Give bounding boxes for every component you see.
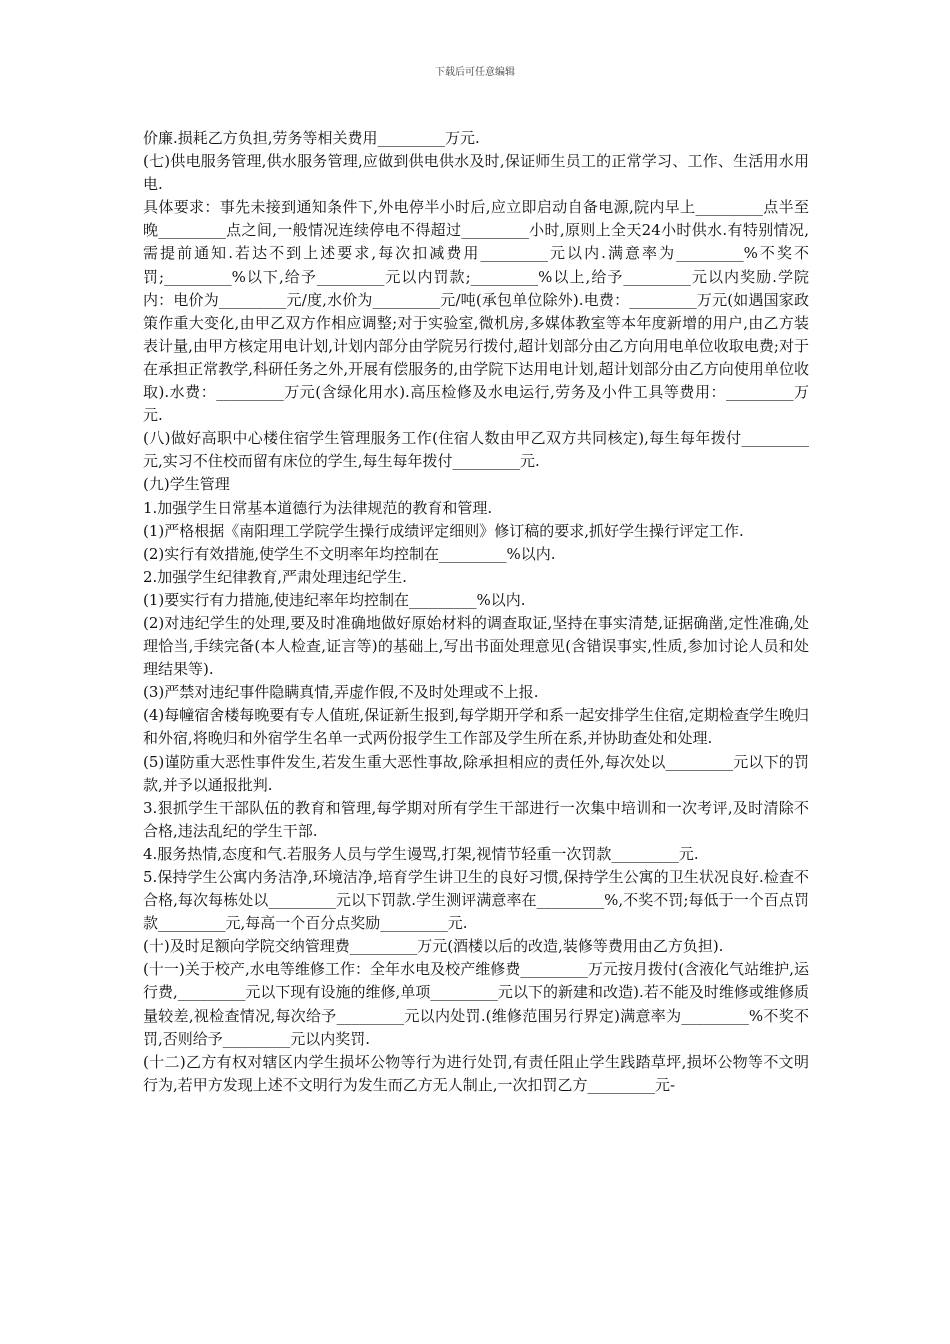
- paragraph: (七)供电服务管理,供水服务管理,应做到供电供水及时,保证师生员工的正常学习、工作、生活用水用电.: [143, 152, 809, 194]
- document-body: [143, 127, 809, 1097]
- paragraph: (1)严格根据《南阳理工学院学生操行成绩评定细则》修订稿的要求,抓好学生操行评定工作.: [143, 521, 744, 540]
- section-heading: (九)学生管理: [143, 475, 230, 494]
- paragraph: (2)对违纪学生的处理,要及时准确地做好原始材料的调查取证,坚持在事实清楚,证据确凿,定性准确,处理恰当,手续完备(本人检查,证言等)的基础上,写出书面处理意见(含错误事实,性质,参加讨论人员和处理结果等).: [143, 613, 809, 679]
- paragraph: (1)要实行有力措施,使违纪率年均控制在_________%以内.: [143, 590, 526, 609]
- paragraph: (十二)乙方有权对辖区内学生损坏公物等行为进行处罚,有责任阻止学生践踏草坪,损坏公物等不文明行为,若甲方发现上述不文明行为发生而乙方无人制止,一次扣罚乙方_________元-: [143, 1052, 809, 1094]
- paragraph: 1.加强学生日常基本道德行为法律规范的教育和管理.: [143, 498, 493, 517]
- paragraph: 4.服务热情,态度和气.若服务人员与学生谩骂,打架,视情节轻重一次罚款_________元.: [143, 844, 699, 863]
- paragraph: (十一)关于校产,水电等维修工作：全年水电及校产维修费_________万元按月拨付(含液化气站维护,运行费,_________元以下现有设施的维修,单项_________元以下的新建和改造).若不能及时维修或维修质量较差,视检查情况,每次给予_________元以内处罚.(维修范围另行界定)满意率为_________%不奖不罚,否则给予_________元以内奖罚.: [143, 960, 809, 1048]
- paragraph: (5)谨防重大恶性事件发生,若发生重大恶性事故,除承担相应的责任外,每次处以_________元以下的罚款,并予以通报批判.: [143, 752, 809, 794]
- paragraph: (八)做好高职中心楼住宿学生管理服务工作(住宿人数由甲乙双方共同核定),每生每年拨付_________元,实习不住校而留有床位的学生,每生每年拨付_________元.: [143, 429, 809, 471]
- paragraph: 3.狠抓学生干部队伍的教育和管理,每学期对所有学生干部进行一次集中培训和一次考评,及时清除不合格,违法乱纪的学生干部.: [143, 798, 809, 840]
- paragraph: 具体要求：事先未接到通知条件下,外电停半小时后,应立即启动自备电源,院内早上_________点半至晚_________点之间,一般情况连续停电不得超过_________小时,原则上全天24小时供水.有特别情况,需提前通知.若达不到上述要求,每次扣减费用_________元以内.满意率为_________%不奖不罚;_________%以下,给予_________元以内罚款;_________%以上,给予_________元以内奖励.学院内：电价为_________元/度,水价为_________元/吨(承包单位除外).电费：_________万元(如遇国家政策作重大变化,由甲乙双方作相应调整;对于实验室,微机房,多媒体教室等本年度新增的用户,由乙方装表计量,由甲方核定用电计划,计划内部分由学院另行拨付,超计划部分由乙方向用电单位收取电费;对于在承担正常教学,科研任务之外,开展有偿服务的,由学院下达用电计划,超计划部分由乙方向使用单位收取).水费：_________万元(含绿化用水).高压检修及水电运行,劳务及小件工具等费用：_________万元.: [143, 198, 809, 425]
- paragraph: (3)严禁对违纪事件隐瞒真情,弄虚作假,不及时处理或不上报.: [143, 683, 539, 702]
- paragraph: (十)及时足额向学院交纳管理费_________万元(酒楼以后的改造,装修等费用由乙方负担).: [143, 937, 724, 956]
- paragraph: (2)实行有效措施,使学生不文明率年均控制在_________%以内.: [143, 544, 556, 563]
- paragraph: 价廉.损耗乙方负担,劳务等相关费用_________万元.: [143, 129, 480, 147]
- page-header: 下载后可任意编辑: [435, 67, 515, 78]
- paragraph: (4)每幢宿舍楼每晚要有专人值班,保证新生报到,每学期开学和系一起安排学生住宿,定期检查学生晚归和外宿,将晚归和外宿学生名单一式两份报学生工作部及学生所在系,并协助查处和处理.: [143, 706, 809, 748]
- paragraph: 2.加强学生纪律教育,严肃处理违纪学生.: [143, 567, 407, 586]
- paragraph: 5.保持学生公寓内务洁净,环境洁净,培育学生讲卫生的良好习惯,保持学生公寓的卫生状况良好.检查不合格,每次每栋处以_________元以下罚款.学生测评满意率在_________%,不奖不罚;每低于一个百点罚款_________元,每高一个百分点奖励_________元.: [143, 868, 809, 933]
